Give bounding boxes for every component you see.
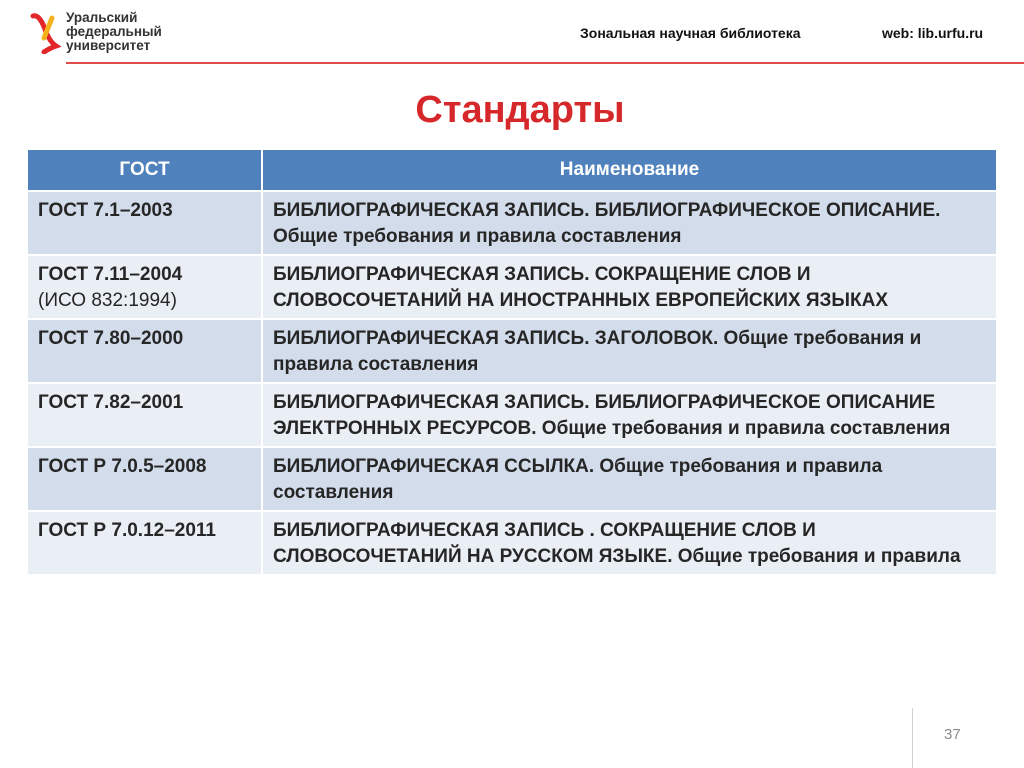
name-cell xyxy=(262,447,996,511)
name-cell xyxy=(262,191,996,255)
gost-code: ГОСТ 7.82–2001 xyxy=(38,392,184,413)
standard-name: БИБЛИОГРАФИЧЕСКАЯ ССЫЛКА. Общие требования и правила составления xyxy=(273,456,883,503)
table-row xyxy=(28,319,996,383)
name-cell xyxy=(262,319,996,383)
table-row xyxy=(28,383,996,447)
gost-cell xyxy=(28,319,262,383)
slide-title: Стандарты xyxy=(415,89,625,131)
gost-cell xyxy=(28,447,262,511)
column-header-gost: ГОСТ xyxy=(28,150,262,191)
gost-code: ГОСТ Р 7.0.12–2011 xyxy=(38,520,216,541)
standard-name: БИБЛИОГРАФИЧЕСКАЯ ЗАПИСЬ. БИБЛИОГРАФИЧЕСКОЕ ОПИСАНИЕ ЭЛЕКТРОННЫХ РЕСУРСОВ. Общие требования и правила составления xyxy=(273,392,951,439)
iso-reference: (ИСО 832:1994) xyxy=(38,290,177,311)
standard-name: БИБЛИОГРАФИЧЕСКАЯ ЗАПИСЬ. БИБЛИОГРАФИЧЕСКОЕ ОПИСАНИЕ. Общие требования и правила составления xyxy=(273,200,941,247)
university-name-line: университет xyxy=(66,38,151,53)
name-cell xyxy=(262,383,996,447)
gost-cell xyxy=(28,383,262,447)
gost-code: ГОСТ 7.80–2000 xyxy=(38,328,184,349)
table-row xyxy=(28,511,996,575)
table-row xyxy=(28,447,996,511)
table-row xyxy=(28,255,996,319)
table-row xyxy=(28,191,996,255)
gost-cell xyxy=(28,255,262,319)
gost-code: ГОСТ Р 7.0.5–2008 xyxy=(38,456,207,477)
urfu-logo-icon xyxy=(30,10,64,54)
library-name: Зональная научная библиотека xyxy=(580,25,801,41)
standard-name: БИБЛИОГРАФИЧЕСКАЯ ЗАПИСЬ. ЗАГОЛОВОК. Общие требования и правила составления xyxy=(273,328,922,375)
university-name-line: федеральный xyxy=(66,24,162,39)
university-name xyxy=(66,11,162,53)
gost-cell xyxy=(28,511,262,575)
gost-cell xyxy=(28,191,262,255)
library-web-address: web: lib.urfu.ru xyxy=(882,25,984,41)
university-name-line: Уральский xyxy=(66,10,138,25)
gost-code: ГОСТ 7.11–2004 xyxy=(38,264,183,285)
standard-name: БИБЛИОГРАФИЧЕСКАЯ ЗАПИСЬ . СОКРАЩЕНИЕ СЛОВ И СЛОВОСОЧЕТАНИЙ НА РУССКОМ ЯЗЫКЕ. Общие требования и правила xyxy=(273,520,961,567)
name-cell xyxy=(262,511,996,575)
page-number: 37 xyxy=(944,726,961,743)
column-header-name: Наименование xyxy=(262,150,996,191)
header-divider xyxy=(66,62,1024,64)
table-header-row xyxy=(28,150,996,191)
standards-table xyxy=(28,150,996,576)
footer-divider xyxy=(912,708,913,768)
standard-name: БИБЛИОГРАФИЧЕСКАЯ ЗАПИСЬ. СОКРАЩЕНИЕ СЛОВ И СЛОВОСОЧЕТАНИЙ НА ИНОСТРАННЫХ ЕВРОПЕЙСКИХ ЯЗЫКАХ xyxy=(273,264,888,311)
gost-code: ГОСТ 7.1–2003 xyxy=(38,200,173,221)
name-cell xyxy=(262,255,996,319)
